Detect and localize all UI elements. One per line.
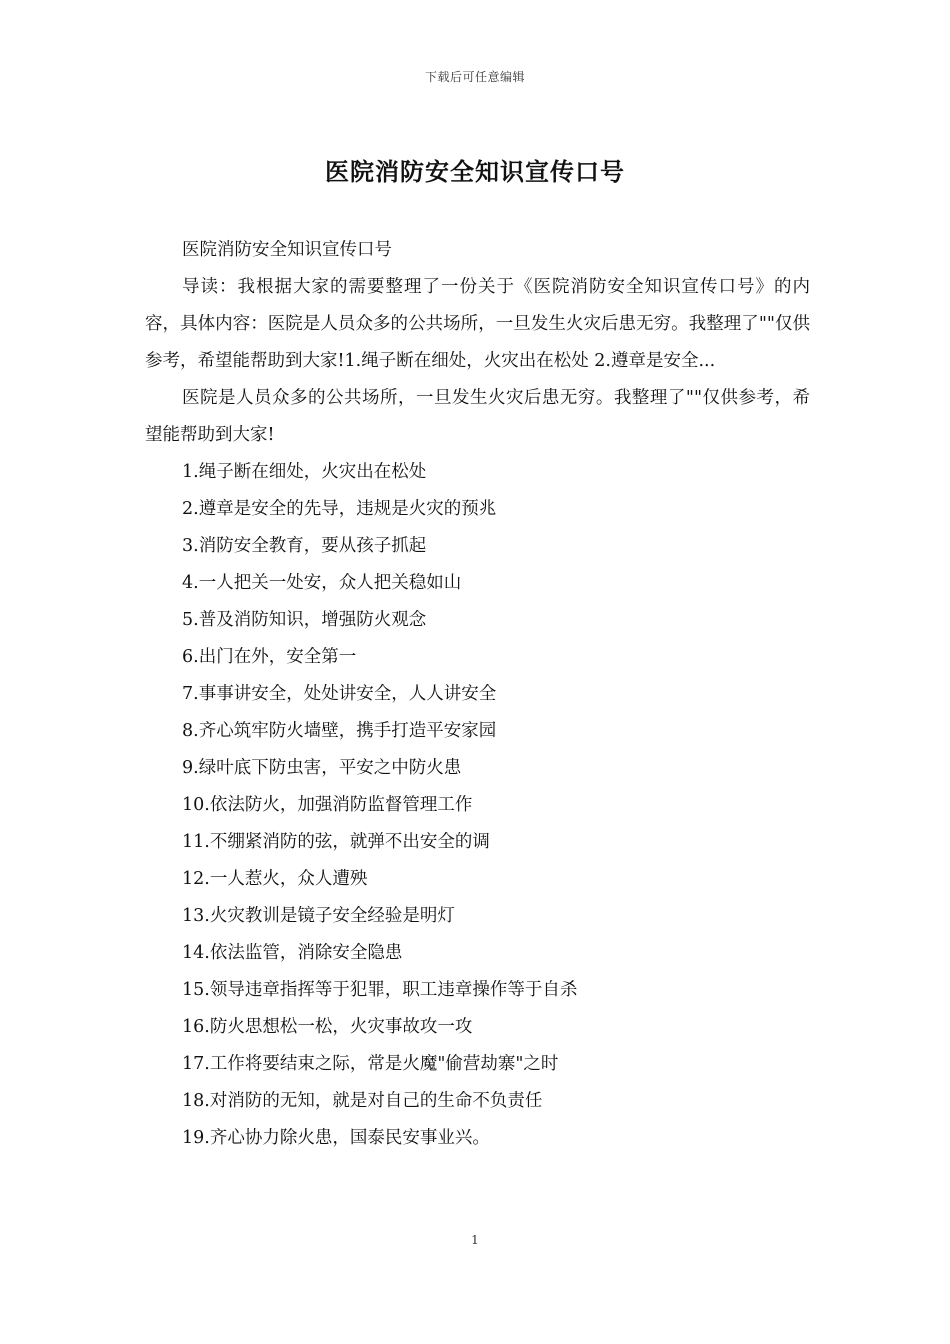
list-item: 10.依法防火，加强消防监督管理工作 — [182, 795, 473, 815]
list-item: 5.普及消防知识，增强防火观念 — [182, 610, 427, 630]
document-body — [145, 232, 810, 1157]
subtitle-paragraph: 医院消防安全知识宣传口号 — [182, 240, 392, 260]
list-item: 15.领导违章指挥等于犯罪，职工违章操作等于自杀 — [182, 980, 578, 1000]
list-item: 4.一人把关一处安，众人把关稳如山 — [182, 573, 462, 593]
list-item: 1.绳子断在细处，火灾出在松处 — [182, 462, 427, 482]
slogan-list — [145, 454, 810, 1157]
list-item: 11.不绷紧消防的弦，就弹不出安全的调 — [182, 832, 490, 852]
page-number: 1 — [471, 1233, 479, 1247]
page-header: 下载后可任意编辑 — [424, 70, 525, 84]
list-item: 17.工作将要结束之际，常是火魔"偷营劫寨"之时 — [182, 1054, 559, 1074]
list-item: 3.消防安全教育，要从孩子抓起 — [182, 536, 427, 556]
list-item: 6.出门在外，安全第一 — [182, 647, 357, 667]
intro-paragraph: 导读：我根据大家的需要整理了一份关于《医院消防安全知识宣传口号》的内容，具体内容：医院是人员众多的公共场所，一旦发生火灾后患无穷。我整理了""仅供参考，希望能帮助到大家!1.绳子断在细处，火灾出在松处 2.遵章是安全... — [145, 277, 810, 371]
list-item: 2.遵章是安全的先导，违规是火灾的预兆 — [182, 499, 497, 519]
list-item: 16.防火思想松一松，火灾事故攻一攻 — [182, 1017, 473, 1037]
document-title: 医院消防安全知识宣传口号 — [325, 157, 625, 186]
list-item: 13.火灾教训是镜子安全经验是明灯 — [182, 906, 455, 926]
list-item: 12.一人惹火，众人遭殃 — [182, 869, 368, 889]
list-item: 19.齐心协力除火患，国泰民安事业兴。 — [182, 1128, 490, 1148]
list-item: 14.依法监管，消除安全隐患 — [182, 943, 403, 963]
description-paragraph: 医院是人员众多的公共场所，一旦发生火灾后患无穷。我整理了""仅供参考，希望能帮助到大家! — [145, 388, 810, 445]
list-item: 18.对消防的无知，就是对自己的生命不负责任 — [182, 1091, 543, 1111]
list-item: 8.齐心筑牢防火墙壁，携手打造平安家园 — [182, 721, 497, 741]
list-item: 9.绿叶底下防虫害，平安之中防火患 — [182, 758, 462, 778]
list-item: 7.事事讲安全，处处讲安全，人人讲安全 — [182, 684, 497, 704]
